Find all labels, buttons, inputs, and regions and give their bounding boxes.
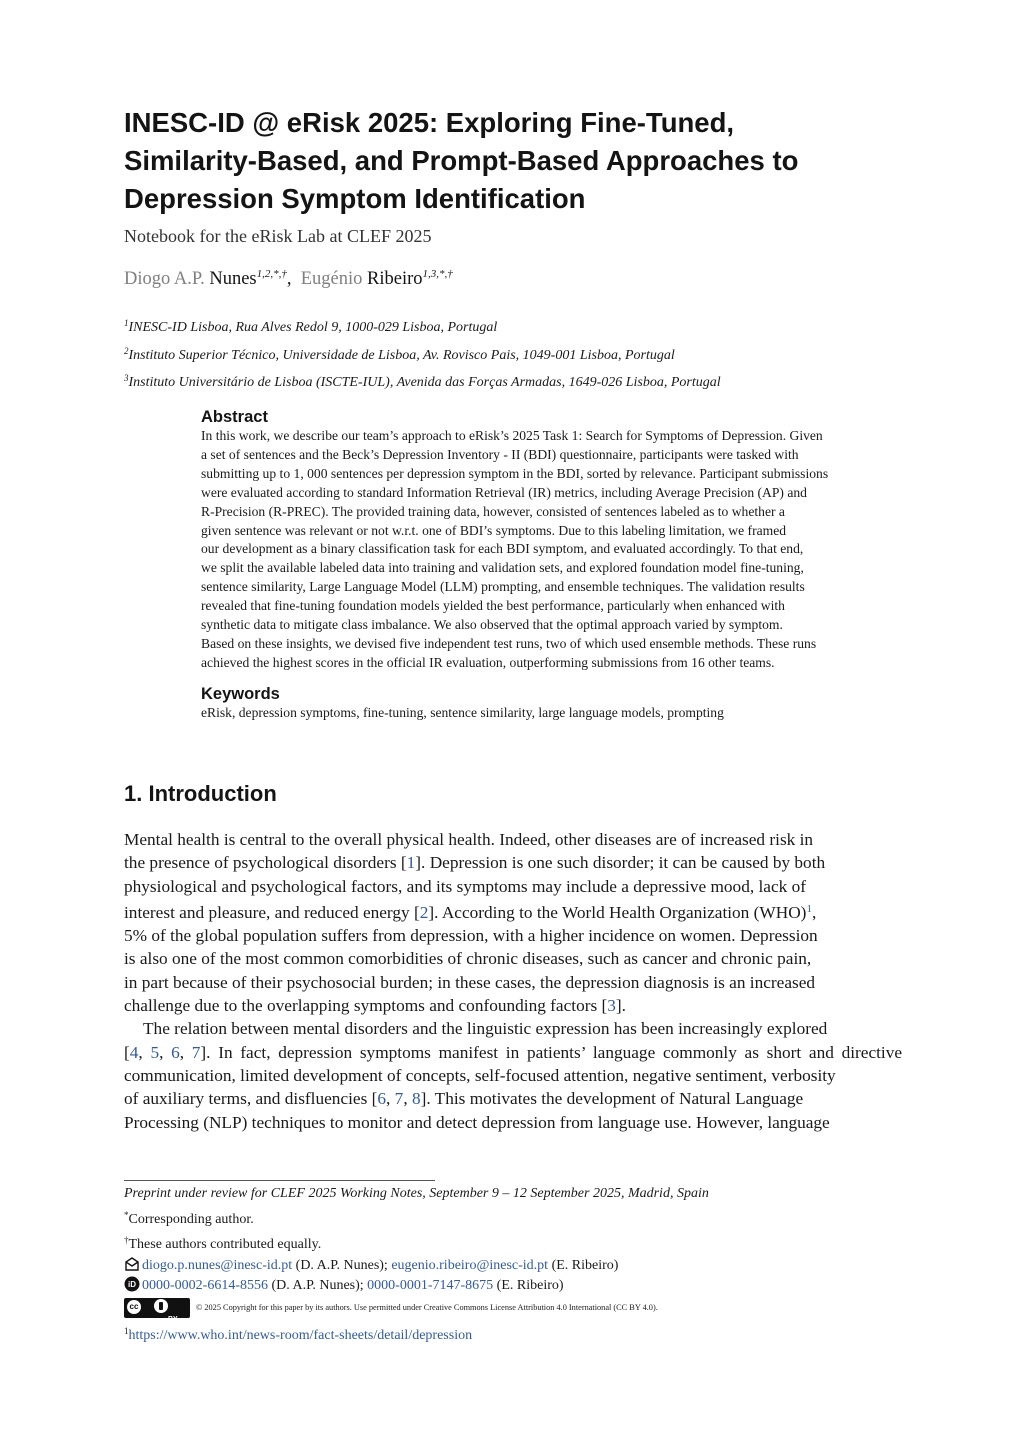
affiliation xyxy=(124,340,721,368)
text-run: ]. Depression is one such disorder; it can be caused by both xyxy=(415,853,826,873)
abstract-line: were evaluated according to standard Information Retrieval (IR) metrics, including Average Precision (AP) and xyxy=(201,484,807,500)
affiliation-number: 2 xyxy=(124,345,129,356)
footnote-divider xyxy=(124,1180,435,1181)
text-run: physiological and psychological factors, and its symptoms may include a depressive mood, lack of xyxy=(124,876,806,896)
text-run: interest and pleasure, and reduced energy [ xyxy=(124,902,420,922)
body-line xyxy=(124,1064,902,1087)
corresponding-note xyxy=(124,1205,709,1231)
citation-link[interactable]: 3 xyxy=(607,996,616,1016)
text-run: is also one of the most common comorbidities of chronic diseases, such as cancer and chronic pain, xyxy=(124,949,812,969)
email-owner: (E. Ribeiro) xyxy=(548,1257,619,1273)
url-footnote xyxy=(124,1321,709,1347)
section-heading: 1. Introduction xyxy=(124,781,277,806)
author-list xyxy=(124,268,453,290)
author-family-name: Ribeiro xyxy=(367,269,423,289)
footnote-mark: † xyxy=(124,1235,129,1245)
email-note xyxy=(124,1256,709,1277)
affiliation-text: Instituto Superior Técnico, Universidade de Lisboa, Av. Rovisco Pais, 1049-001 Lisboa, Portugal xyxy=(128,347,675,363)
affiliation-number: 1 xyxy=(124,318,129,328)
title-line: Depression Symptom Identification xyxy=(124,183,586,214)
author-marks: 1,3,*,† xyxy=(422,268,453,280)
by-mark: BY xyxy=(168,1315,178,1323)
footnote-text: These authors contributed equally. xyxy=(128,1237,322,1252)
text-run: ]. xyxy=(615,996,626,1016)
text-run: The relation between mental disorders and the linguistic expression has been increasingly explored xyxy=(143,1019,828,1039)
orcid-link-nunes[interactable]: 0000-0002-6614-8556 xyxy=(142,1278,268,1293)
footnote-ref-link[interactable]: 1 xyxy=(806,902,812,915)
abstract-line: R-Precision (R-PREC). The provided training data, however, consisted of sentences labeled as to whether a xyxy=(201,503,785,519)
text-run: , xyxy=(811,902,817,922)
text-run: communication, limited development of concepts, self-focused attention, negative sentiment, verbosity xyxy=(124,1065,836,1085)
title-line: Similarity-Based, and Prompt-Based Approaches to xyxy=(124,145,799,176)
abstract-line: achieved the highest scores in the official IR evaluation, outperforming submissions from 16 other teams. xyxy=(201,654,775,670)
affiliations xyxy=(124,312,721,395)
body-line xyxy=(124,924,902,947)
keywords xyxy=(201,684,901,723)
text-run: , xyxy=(403,1089,412,1109)
title-line: INESC-ID @ eRisk 2025: Exploring Fine-Tuned, xyxy=(124,107,735,138)
text-run: , xyxy=(138,1042,151,1062)
body-line xyxy=(124,1017,902,1040)
copyright-text: © 2025 Copyright for this paper by its authors. Use permitted under Creative Commons License Attribution 4.0 International (CC BY 4.0). xyxy=(196,1302,658,1312)
author-given-name: Eugénio xyxy=(300,269,363,289)
abstract-line: revealed that fine-tuning foundation models yielded the best performance, particularly when enhanced with xyxy=(201,598,785,614)
text-run: , xyxy=(179,1042,192,1062)
citation-link[interactable]: 1 xyxy=(406,853,416,873)
citation-link[interactable]: 7 xyxy=(394,1089,404,1109)
svg-text:iD: iD xyxy=(128,1280,136,1290)
abstract xyxy=(201,407,901,673)
author-given-name: Diogo A.P. xyxy=(124,269,205,289)
cc-mark: cc xyxy=(127,1300,141,1314)
email-owner: (D. A.P. Nunes); xyxy=(292,1257,392,1273)
footnote-text: Corresponding author. xyxy=(128,1211,254,1227)
body-line xyxy=(124,898,902,924)
author-separator: , xyxy=(286,269,292,289)
body-line xyxy=(124,1087,902,1110)
text-run: of auxiliary terms, and disfluencies [ xyxy=(124,1089,378,1109)
text-run: Processing (NLP) techniques to monitor and detect depression from language use. However, language xyxy=(124,1112,830,1132)
author-family-name: Nunes xyxy=(209,269,257,289)
abstract-line: our development as a binary classification task for each BDI symptom, and evaluated accordingly. To that end, xyxy=(201,541,804,557)
body-line xyxy=(124,994,902,1017)
affiliation xyxy=(124,312,721,340)
abstract-line: Based on these insights, we devised five independent test runs, two of which used ensemble methods. These runs xyxy=(201,635,817,651)
author-2 xyxy=(301,269,453,289)
citation-link[interactable]: 4 xyxy=(129,1042,139,1062)
envelope-icon xyxy=(124,1256,140,1272)
text-run: ]. In fact, depression symptoms manifest in patients’ language commonly as short and directive xyxy=(200,1042,903,1062)
person-icon xyxy=(154,1299,168,1313)
body-line xyxy=(124,947,902,970)
abstract-line: a set of sentences and the Beck’s Depression Inventory - II (BDI) questionnaire, participants were tasked with xyxy=(201,446,799,462)
license-note xyxy=(124,1297,709,1321)
abstract-body xyxy=(201,427,901,673)
cc-by-badge-icon xyxy=(124,1298,190,1323)
text-run: in part because of their psychosocial burden; in these cases, the depression diagnosis is an increased xyxy=(124,972,816,992)
body-line xyxy=(124,851,902,874)
text-run: 5% of the global population suffers from depression, with a higher incidence on women. Depression xyxy=(124,926,818,946)
abstract-line: In this work, we describe our team’s approach to eRisk’s 2025 Task 1: Search for Symptoms of Depression. Given xyxy=(201,428,823,443)
abstract-line: synthetic data to mitigate class imbalance. We also observed that the optimal approach varied by symptom. xyxy=(201,617,783,633)
orcid-owner: (D. A.P. Nunes); xyxy=(268,1278,368,1293)
text-run: ]. According to the World Health Organization (WHO) xyxy=(428,902,807,922)
introduction-body xyxy=(124,828,902,1134)
affiliation-text: INESC-ID Lisboa, Rua Alves Redol 9, 1000-029 Lisboa, Portugal xyxy=(128,320,498,335)
body-line xyxy=(124,828,902,851)
text-run: , xyxy=(159,1042,172,1062)
body-line xyxy=(124,1111,902,1134)
affiliation xyxy=(124,367,721,395)
body-line xyxy=(124,1041,902,1064)
text-run: Mental health is central to the overall physical health. Indeed, other diseases are of increased risk in xyxy=(124,830,814,849)
abstract-line: submitting up to 1, 000 sentences per depression symptom in the BDI, sorted by relevance. Participant submissions xyxy=(201,465,829,481)
footnote-mark: * xyxy=(124,1209,129,1220)
footnote-mark: 1 xyxy=(124,1325,129,1336)
text-run: , xyxy=(386,1089,395,1109)
text-run: the presence of psychological disorders [ xyxy=(124,853,407,873)
abstract-line: we split the available labeled data into training and validation sets, and explored foundation model fine-tuning, xyxy=(201,560,804,576)
citation-link[interactable]: 8 xyxy=(411,1089,421,1109)
equal-contribution-note xyxy=(124,1230,709,1256)
citation-link[interactable]: 2 xyxy=(419,902,429,922)
text-run: [ xyxy=(124,1042,130,1062)
email-link-ribeiro[interactable]: eugenio.ribeiro@inesc-id.pt xyxy=(391,1257,549,1273)
body-line xyxy=(124,971,902,994)
author-marks: 1,2,*,† xyxy=(256,268,287,280)
paper-subtitle: Notebook for the eRisk Lab at CLEF 2025 xyxy=(124,226,432,246)
abstract-line: given sentence was relevant or not w.r.t. one of BDI’s symptoms. Due to this labeling limitation, we framed xyxy=(201,522,787,538)
footnotes xyxy=(124,1184,709,1346)
keywords-text: eRisk, depression symptoms, fine-tuning, sentence similarity, large language models, prompting xyxy=(201,705,724,720)
preprint-note: Preprint under review for CLEF 2025 Working Notes, September 9 – 12 September 2025, Madrid, Spain xyxy=(124,1186,709,1201)
orcid-icon xyxy=(124,1276,140,1292)
paper-title xyxy=(124,104,904,218)
keywords-heading: Keywords xyxy=(201,685,280,703)
affiliation-text: Instituto Universitário de Lisboa (ISCTE-IUL), Avenida das Forças Armadas, 1649-026 Lisboa, Portugal xyxy=(128,375,721,390)
text-run: challenge due to the overlapping symptoms and confounding factors [ xyxy=(124,996,608,1016)
affiliation-number: 3 xyxy=(124,373,129,383)
abstract-line: sentence similarity, Large Language Model (LLM) prompting, and ensemble techniques. The validation results xyxy=(201,579,805,595)
citation-link[interactable]: 6 xyxy=(171,1042,180,1062)
abstract-heading: Abstract xyxy=(201,408,268,426)
author-1 xyxy=(124,269,287,289)
citation-link[interactable]: 6 xyxy=(377,1089,387,1109)
orcid-note xyxy=(124,1276,709,1297)
email-link-nunes[interactable]: diogo.p.nunes@inesc-id.pt xyxy=(142,1257,293,1273)
text-run: ]. This motivates the development of Natural Language xyxy=(420,1089,804,1109)
orcid-link-ribeiro[interactable]: 0000-0001-7147-8675 xyxy=(367,1278,494,1293)
citation-link[interactable]: 5 xyxy=(150,1042,160,1062)
orcid-owner: (E. Ribeiro) xyxy=(493,1278,564,1293)
who-factsheet-link[interactable]: https://www.who.int/news-room/fact-sheets/detail/depression xyxy=(128,1327,473,1343)
citation-link[interactable]: 7 xyxy=(191,1042,201,1062)
body-line xyxy=(124,875,902,898)
